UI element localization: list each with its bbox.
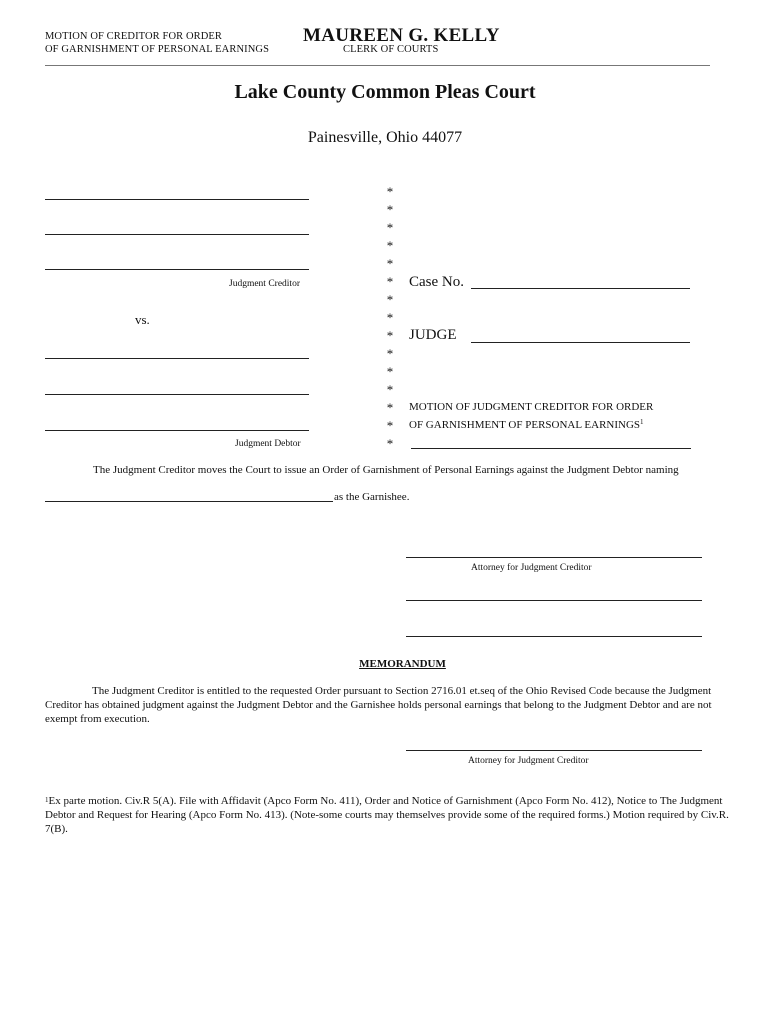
caption-star: * bbox=[386, 238, 394, 253]
attorney-signature-line[interactable] bbox=[406, 557, 702, 558]
judge-name-line[interactable] bbox=[471, 342, 690, 343]
caption-star: * bbox=[386, 256, 394, 271]
garnishee-name-line[interactable] bbox=[45, 501, 333, 502]
judgment-debtor-label: Judgment Debtor bbox=[235, 439, 301, 449]
motion-caption-line2-text: OF GARNISHMENT OF PERSONAL EARNINGS bbox=[409, 419, 641, 431]
motion-intro-text: The Judgment Creditor moves the Court to issue an Order of Garnishment of Personal Earnings against the Judgment Debtor naming bbox=[93, 464, 679, 476]
caption-star: * bbox=[386, 328, 394, 343]
memorandum-attorney-signature-line[interactable] bbox=[406, 750, 702, 751]
clerk-title: CLERK OF COURTS bbox=[343, 44, 439, 55]
garnishee-suffix-text: as the Garnishee. bbox=[334, 491, 410, 503]
caption-star: * bbox=[386, 220, 394, 235]
debtor-name-line-2[interactable] bbox=[45, 394, 309, 395]
caption-star: * bbox=[386, 400, 394, 415]
case-number-label: Case No. bbox=[409, 274, 464, 290]
judge-label: JUDGE bbox=[409, 327, 457, 343]
footnote bbox=[45, 794, 735, 836]
creditor-name-line-3[interactable] bbox=[45, 269, 309, 270]
header-form-title-line1: MOTION OF CREDITOR FOR ORDER bbox=[45, 31, 223, 42]
motion-caption-line1: MOTION OF JUDGMENT CREDITOR FOR ORDER bbox=[409, 401, 654, 413]
caption-star: * bbox=[386, 436, 394, 451]
caption-star: * bbox=[386, 292, 394, 307]
caption-star: * bbox=[386, 382, 394, 397]
caption-star: * bbox=[386, 310, 394, 325]
footnote-text: Ex parte motion. Civ.R 5(A). File with Affidavit (Apco Form No. 411), Order and Notice of Garnishment (Apco Form No. 412), Notice to The Judgment Debtor and Request for Hearing (Apco Form No. 413). (Note-some courts may themselves provide some of the required forms.) Motion required by Civ.R. 7(B). bbox=[45, 795, 729, 835]
memorandum-attorney-label: Attorney for Judgment Creditor bbox=[468, 756, 589, 766]
court-location: Painesville, Ohio 44077 bbox=[307, 129, 463, 146]
court-name: Lake County Common Pleas Court bbox=[234, 81, 536, 103]
caption-star: * bbox=[386, 346, 394, 361]
attorney-address-line-2[interactable] bbox=[406, 636, 702, 637]
creditor-name-line-2[interactable] bbox=[45, 234, 309, 235]
caption-star: * bbox=[386, 418, 394, 433]
caption-star: * bbox=[386, 274, 394, 289]
footnote-reference: 1 bbox=[640, 418, 644, 426]
clerk-name: MAUREEN G. KELLY bbox=[303, 25, 500, 46]
attorney-address-line-1[interactable] bbox=[406, 600, 702, 601]
caption-star: * bbox=[386, 184, 394, 199]
judgment-creditor-label: Judgment Creditor bbox=[229, 279, 300, 289]
versus-label: vs. bbox=[135, 312, 150, 327]
memorandum-title: MEMORANDUM bbox=[359, 658, 446, 670]
header-divider bbox=[45, 65, 710, 66]
caption-star: * bbox=[386, 364, 394, 379]
header-form-title-line2: OF GARNISHMENT OF PERSONAL EARNINGS bbox=[45, 44, 270, 55]
caption-star: * bbox=[386, 202, 394, 217]
attorney-for-creditor-label: Attorney for Judgment Creditor bbox=[471, 563, 592, 573]
motion-caption-line2 bbox=[409, 419, 644, 431]
debtor-name-line-1[interactable] bbox=[45, 358, 309, 359]
memorandum-body: The Judgment Creditor is entitled to the requested Order pursuant to Section 2716.01 et.seq of the Ohio Revised Code because the Judgment Creditor has obtained judgment against the Judgment Debtor and the Garnishee holds personal earnings that belong to the Judgment Debtor and are not exempt from execution. bbox=[45, 685, 712, 725]
debtor-name-line-3[interactable] bbox=[45, 430, 309, 431]
footnote-mark: 1 bbox=[45, 796, 49, 804]
case-number-line[interactable] bbox=[471, 288, 690, 289]
motion-caption-underline bbox=[411, 448, 691, 449]
creditor-name-line-1[interactable] bbox=[45, 199, 309, 200]
